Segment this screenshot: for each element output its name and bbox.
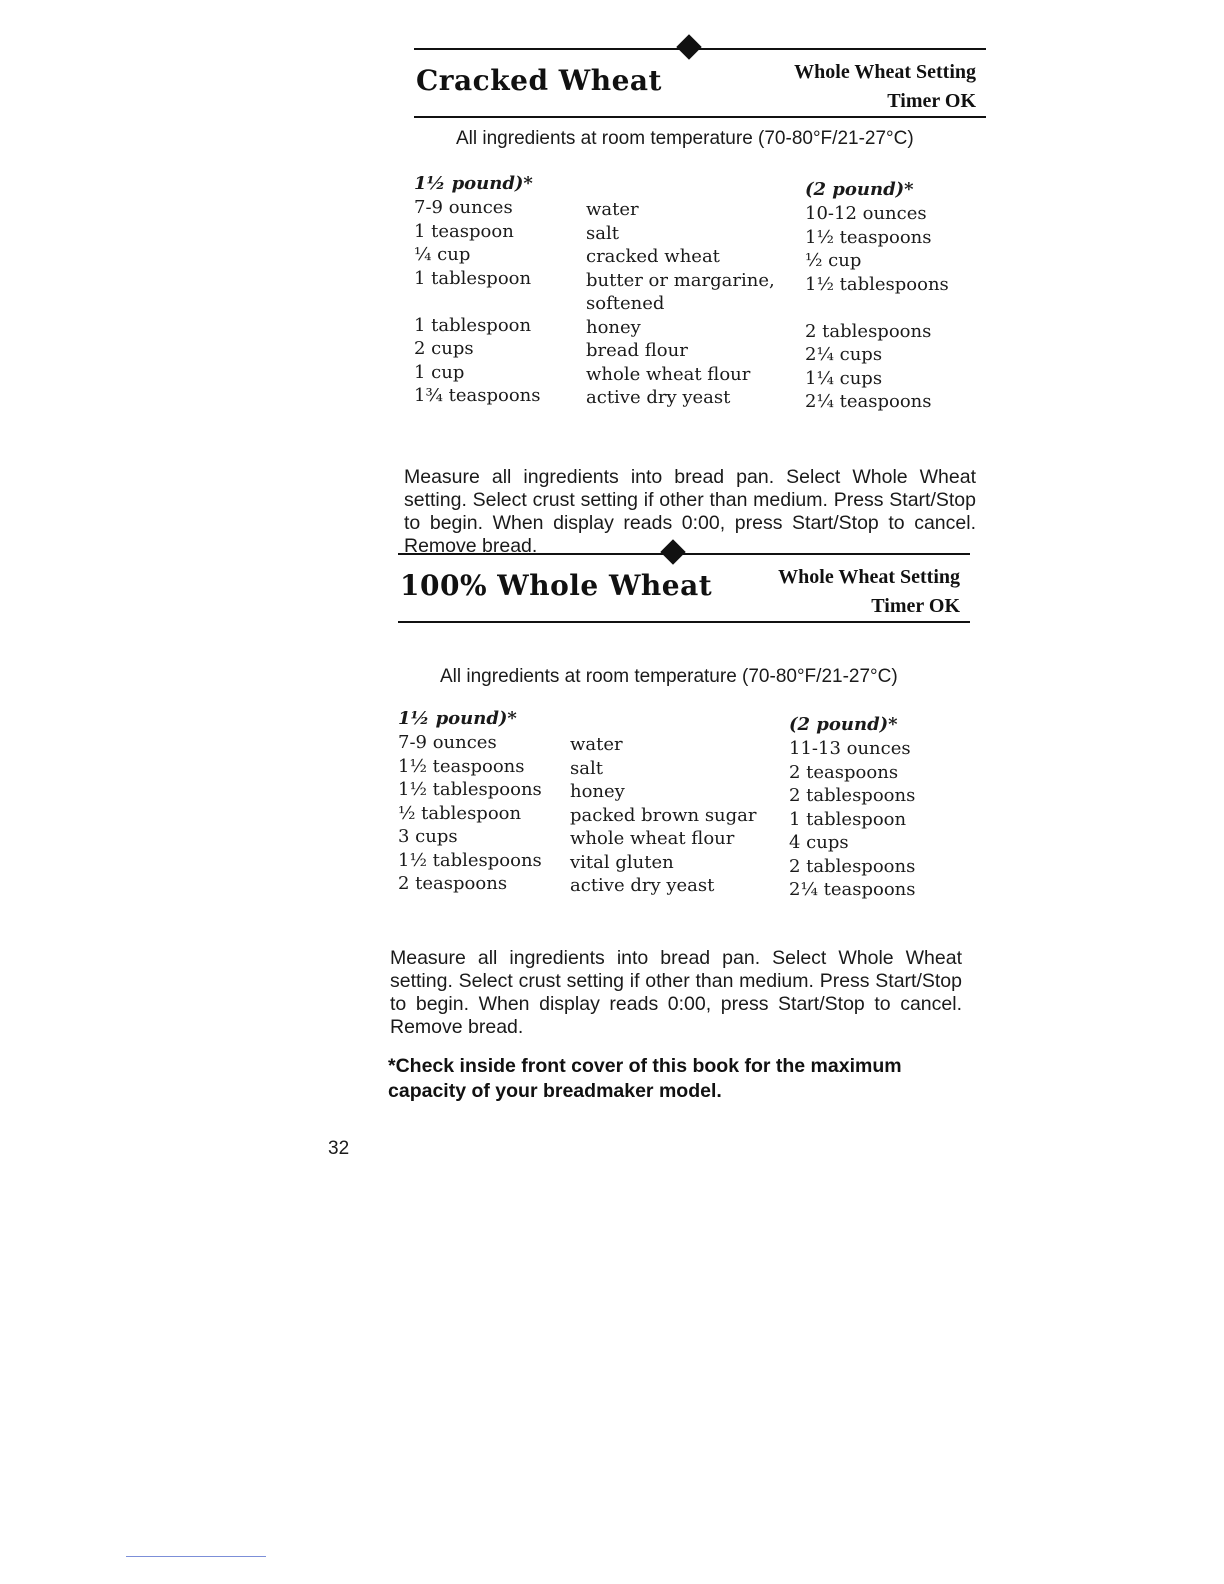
large-amount: 2¼ teaspoons xyxy=(789,879,916,900)
small-amount: 1½ tablespoons xyxy=(398,779,542,800)
small-loaf-column xyxy=(414,172,541,408)
recipe-title: Cracked Wheat xyxy=(416,64,662,97)
ingredient-name: active dry yeast xyxy=(570,875,715,896)
ingredient-name-column xyxy=(586,198,775,410)
small-loaf-column xyxy=(398,707,542,896)
temperature-note: All ingredients at room temperature (70-80°F/21-27°C) xyxy=(440,666,898,687)
large-amount: ½ cup xyxy=(805,250,862,271)
ingredient-name: honey xyxy=(570,781,625,802)
recipe-instructions: Measure all ingredients into bread pan. Select Whole Wheat setting. Select crust setting if other than medium. Press Start/Stop to begin. When display reads 0:00, press Start/Stop to cancel. Remove bread. xyxy=(390,946,962,1038)
small-amount: 1½ teaspoons xyxy=(398,755,525,777)
small-amount: ¼ cup xyxy=(414,244,471,265)
small-amount: 2 cups xyxy=(414,338,474,359)
large-amount: 2 tablespoons xyxy=(789,785,916,806)
temperature-note: All ingredients at room temperature (70-80°F/21-27°C) xyxy=(456,128,914,149)
ingredient-name: packed brown sugar xyxy=(570,804,757,826)
timer-label: Timer OK xyxy=(887,90,976,112)
ingredient-name: vital gluten xyxy=(570,851,674,873)
capacity-footnote: *Check inside front cover of this book for the maximum capacity of your breadmaker model. xyxy=(388,1054,902,1102)
small-amount: 1¾ teaspoons xyxy=(414,385,541,406)
setting-label: Whole Wheat Setting xyxy=(778,566,960,588)
large-amount xyxy=(805,273,949,320)
diamond-ornament-icon xyxy=(676,34,701,59)
ingredient-name: cracked wheat xyxy=(586,246,720,267)
large-amount: 11-13 ounces xyxy=(789,738,911,759)
large-loaf-column xyxy=(789,713,916,902)
small-amount: 1 tablespoon xyxy=(414,314,532,336)
large-amount: 2 tablespoons xyxy=(789,855,916,877)
recipe-settings xyxy=(794,58,976,116)
ingredient-name: water xyxy=(570,734,623,755)
large-loaf-column xyxy=(805,178,949,414)
large-loaf-label: (2 pound)* xyxy=(789,714,898,735)
small-amount: 7-9 ounces xyxy=(398,732,497,753)
page-number: 32 xyxy=(328,1138,350,1159)
ingredient-name: salt xyxy=(586,222,619,244)
ingredient-name-continuation: softened xyxy=(586,293,665,314)
small-amount: 3 cups xyxy=(398,826,458,847)
large-amount-text: 1½ tablespoons xyxy=(805,273,949,295)
header-bottom-rule xyxy=(398,621,970,623)
recipe-instructions: Measure all ingredients into bread pan. Select Whole Wheat setting. Select crust setting if other than medium. Press Start/Stop to begin. When display reads 0:00, press Start/Stop to cancel. Remove bread. xyxy=(404,465,976,557)
small-amount: ½ tablespoon xyxy=(398,802,522,824)
small-amount-text: 1 tablespoon xyxy=(414,267,532,289)
header-bottom-rule xyxy=(414,116,986,118)
small-loaf-label: 1½ pound)* xyxy=(398,708,517,729)
small-amount: 2 teaspoons xyxy=(398,873,508,894)
ingredient-name-text: butter or margarine, xyxy=(586,269,775,291)
recipe-settings xyxy=(778,563,960,621)
ingredient-name: whole wheat flour xyxy=(586,363,751,385)
ingredient-name: honey xyxy=(586,316,641,338)
scan-edge-mark xyxy=(126,1556,266,1557)
setting-label: Whole Wheat Setting xyxy=(794,61,976,83)
large-loaf-label: (2 pound)* xyxy=(805,179,914,200)
large-amount: 2 teaspoons xyxy=(789,761,899,783)
ingredient-name: bread flour xyxy=(586,340,688,361)
large-amount: 4 cups xyxy=(789,832,849,853)
small-amount: 1½ tablespoons xyxy=(398,849,542,871)
large-amount: 2¼ cups xyxy=(805,344,883,365)
small-amount xyxy=(414,267,541,314)
ingredient-name: active dry yeast xyxy=(586,387,731,408)
ingredient-name: whole wheat flour xyxy=(570,828,735,849)
ingredient-name xyxy=(586,269,775,316)
ingredient-name: salt xyxy=(570,757,603,779)
small-amount: 1 teaspoon xyxy=(414,220,514,242)
large-amount: 1½ teaspoons xyxy=(805,226,932,248)
large-amount: 1 tablespoon xyxy=(789,808,907,830)
timer-label: Timer OK xyxy=(871,595,960,617)
recipe-title: 100% Whole Wheat xyxy=(400,569,713,602)
large-amount: 2 tablespoons xyxy=(805,320,932,342)
ingredient-name: water xyxy=(586,199,639,220)
small-loaf-label: 1½ pound)* xyxy=(414,173,533,194)
small-amount: 1 cup xyxy=(414,361,465,383)
small-amount: 7-9 ounces xyxy=(414,197,513,218)
ingredient-name-column xyxy=(570,733,757,898)
large-amount: 1¼ cups xyxy=(805,367,883,389)
large-amount: 10-12 ounces xyxy=(805,203,927,224)
large-amount: 2¼ teaspoons xyxy=(805,391,932,412)
